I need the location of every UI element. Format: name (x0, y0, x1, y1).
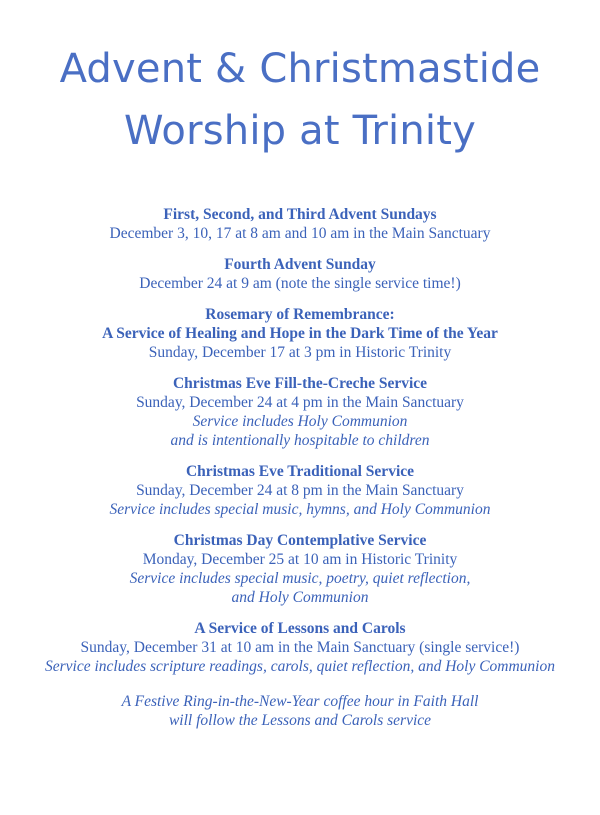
service-note: and Holy Communion (231, 589, 369, 606)
service-block (0, 531, 600, 607)
service-note: Service includes scripture readings, carols, quiet reflection, and Holy Communion (45, 658, 555, 675)
footer-note (0, 692, 600, 730)
service-time: December 3, 10, 17 at 8 am and 10 am in the Main Sanctuary (109, 225, 491, 242)
service-block (0, 255, 600, 293)
service-block (0, 305, 600, 362)
service-block (0, 205, 600, 243)
service-note: Service includes special music, hymns, and Holy Communion (109, 501, 491, 518)
service-time: December 24 at 9 am (note the single service time!) (139, 275, 461, 292)
page-title-line-1: Advent & Christmastide (59, 46, 541, 92)
service-title: Christmas Eve Traditional Service (185, 463, 415, 480)
service-title: Christmas Eve Fill-the-Creche Service (172, 375, 428, 392)
service-block (0, 374, 600, 450)
service-title: Christmas Day Contemplative Service (173, 532, 427, 549)
service-time: Sunday, December 24 at 8 pm in the Main Sanctuary (136, 482, 464, 499)
footer-line: A Festive Ring-in-the-New-Year coffee hour in Faith Hall (121, 693, 479, 710)
service-title: A Service of Healing and Hope in the Dark Time of the Year (102, 325, 498, 342)
service-title: A Service of Lessons and Carols (194, 620, 406, 637)
service-title: Rosemary of Remembrance: (205, 306, 395, 323)
service-title: First, Second, and Third Advent Sundays (163, 206, 437, 223)
footer-line: will follow the Lessons and Carols service (168, 712, 432, 729)
service-note: and is intentionally hospitable to children (170, 432, 430, 449)
service-block (0, 619, 600, 676)
service-time: Monday, December 25 at 10 am in Historic Trinity (142, 551, 458, 568)
service-time: Sunday, December 17 at 3 pm in Historic Trinity (148, 344, 452, 361)
service-block (0, 462, 600, 519)
service-time: Sunday, December 24 at 4 pm in the Main Sanctuary (136, 394, 464, 411)
page-title-line-2: Worship at Trinity (124, 108, 476, 154)
service-time: Sunday, December 31 at 10 am in the Main Sanctuary (single service!) (80, 639, 520, 656)
service-note: Service includes Holy Communion (192, 413, 408, 430)
service-note: Service includes special music, poetry, quiet reflection, (129, 570, 471, 587)
service-title: Fourth Advent Sunday (224, 256, 376, 273)
service-list (0, 205, 600, 730)
